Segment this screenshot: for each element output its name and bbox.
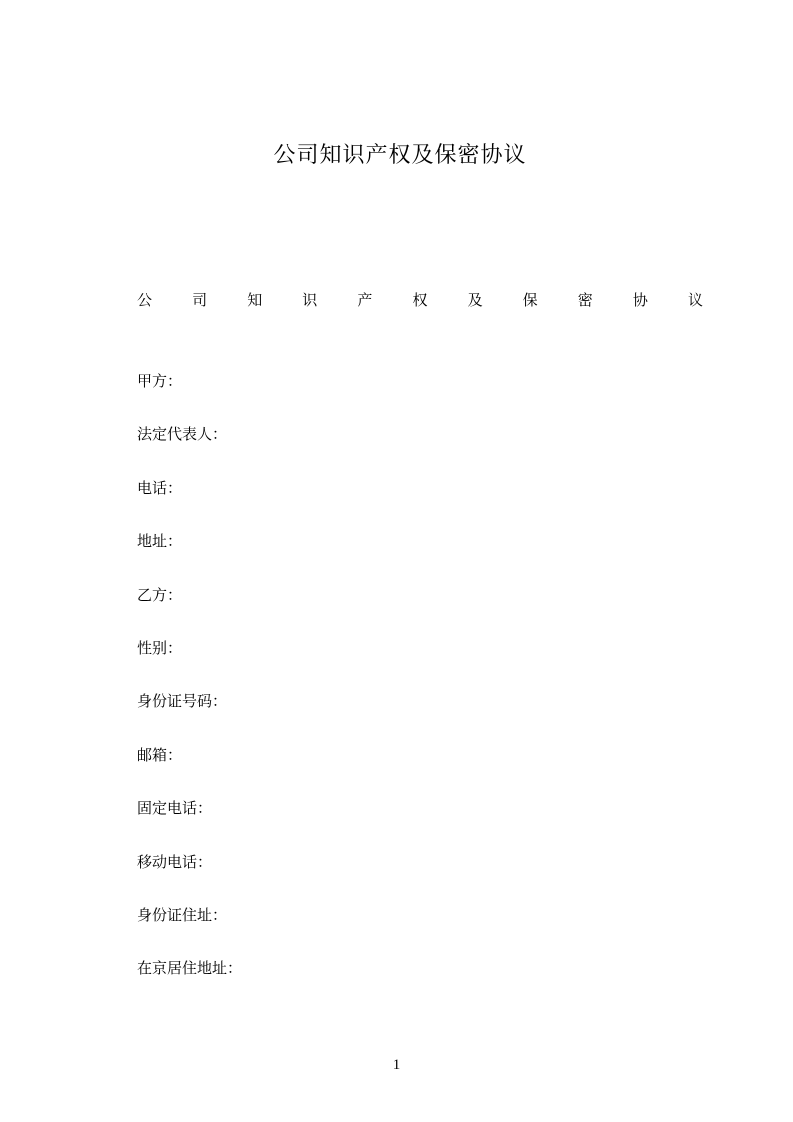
field-phone: 电话：	[137, 478, 183, 497]
spaced-title-char: 司	[192, 291, 208, 309]
spaced-title-char: 密	[577, 291, 593, 309]
spaced-title-char: 产	[357, 291, 373, 309]
spaced-title-char: 保	[522, 291, 538, 309]
spaced-title-char: 协	[632, 291, 648, 309]
spaced-title-char: 及	[467, 291, 483, 309]
spaced-title-char: 权	[412, 291, 428, 309]
field-party-b: 乙方：	[137, 585, 183, 604]
page-number: 1	[392, 1057, 401, 1073]
field-id-number: 身份证号码：	[137, 692, 228, 711]
field-id-address: 身份证住址：	[137, 905, 228, 924]
spaced-title	[137, 288, 703, 312]
field-address: 地址：	[137, 532, 183, 551]
field-gender: 性别：	[137, 638, 183, 657]
spaced-title-char: 知	[247, 291, 263, 309]
spaced-title-char: 公	[137, 291, 153, 309]
spaced-title-char: 议	[687, 291, 703, 309]
field-beijing-address: 在京居住地址：	[137, 959, 243, 978]
field-legal-representative: 法定代表人：	[137, 425, 228, 444]
field-party-a: 甲方：	[137, 372, 183, 390]
field-email: 邮箱：	[137, 745, 183, 764]
party-fields	[137, 369, 697, 1010]
page-title: 公司知识产权及保密协议	[273, 143, 527, 168]
spaced-title-char: 识	[302, 291, 318, 309]
field-mobile: 移动电话：	[137, 852, 213, 871]
field-landline: 固定电话：	[137, 799, 213, 818]
